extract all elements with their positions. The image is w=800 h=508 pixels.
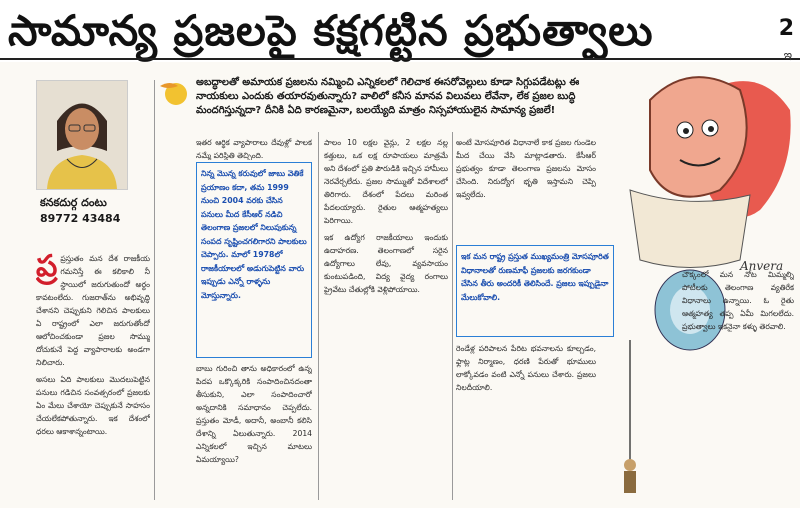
headline-title: సామాన్య ప్రజలపై కక్షగట్టిన ప్రభుత్వాలు bbox=[8, 6, 654, 55]
col2-para2: బాబు గురించి తాను అధికారంలో ఉన్న పిదప ఒక్కొక్కరికి సంపాదించినదంతా తీసుకుని, ఎలా సంపాదించారో అన్నదానికి సమాధానం చెప్పలేదు. ప్రస్తుతం మోడీ, అదానీ, అంబానీ కలిసి దేశాన్ని ఏలుతున్నారు. 2014 ఎన్నికలలో ఇచ్చిన మాటలు ఏమయ్యాయి? bbox=[196, 364, 312, 464]
sun-moon-icon bbox=[156, 76, 190, 110]
column-divider bbox=[318, 132, 319, 500]
small-figure-illustration bbox=[600, 340, 680, 504]
column-divider bbox=[452, 132, 453, 500]
intro-text: అబద్ధాలతో అమాయక ప్రజలను నమ్మించి ఎన్నికలలో గెలిచాక ఈసరోవెల్లులు కూడా సిగ్గుపడేటట్లు ఈ నాయకులు ఎందుకు తయారవుతున్నారు? వాలిలో కనీస మానవ విలువలు లేవేనా, లేక ప్రజల బుద్ధి మందగిస్తున్నదా? దీనికి ఏది కారణమైనా, బలయ్యేది మాత్రం నిస్సహాయులైన సామాన్య ప్రజలే! bbox=[196, 77, 580, 116]
svg-text:Anvera: Anvera bbox=[740, 259, 784, 273]
article-column-4-top bbox=[456, 136, 596, 242]
col1-para1: ప్రస్తుతం మన దేశ రాజకీయ గమనిస్తే ఈ కలికాలి నీ స్థాయిలో జరుగుతుందో అర్థం కావటంలేదు. గుజరాత్‌ను అభివృద్ధి చేశానని చెప్పుకుని గెలిచిన పాలకులు ఏ రాష్ట్రంలో ఎలా జరుగుతోందో ఆలోచించకుండా ప్రజల సొమ్ము దోచుకునే పెద్ద వ్యాపారాలకు అండగా నిలిచారు. bbox=[36, 254, 150, 367]
author-phone: 89772 43484 bbox=[40, 212, 121, 225]
col2-para1: ఇతర ఆర్థిక వ్యాపారాలు దేవుళ్లో పాలక నమ్మే పరిస్థితి తెచ్చింది. bbox=[196, 138, 312, 160]
col4-para1: అంటే మోసపూరిత విధానాలే కాక ప్రజల గుండెల మీద చేయి వేసి మాట్లాడతారు. కేసీఆర్ ప్రభుత్వం కూడా తెలంగాణ ప్రజలను మోసం చేసింది. నిరుద్యోగ భృతి ఇస్తామని చెప్పి ఇవ్వలేదు. bbox=[456, 138, 596, 199]
intro-deck bbox=[196, 76, 588, 128]
article-column-1 bbox=[36, 252, 150, 500]
column-divider bbox=[154, 80, 155, 500]
col3-para2: ఇక ఉద్యోగ రాజకీయాలు ఇందుకు ఉదాహరణ. తెలంగాణలో సరైన ఉద్యోగాలు లేవు, వ్యవసాయం కుంటుపడింది, విద్య వైద్య రంగాలు ప్రైవేటు చేతుల్లోకి వెళ్లిపోయాయి. bbox=[324, 233, 448, 294]
col5-text: చౌక్కంలో మన నోట మిమ్మల్ని పోటీలకు తెలంగాణ వ్యతిరేక విధానాలు ఉన్నాయి. ఓ రైతు ఆత్మహత్య తప్ప ఏమీ మిగలలేదు. ప్రభుత్వాలు ఇకనైనా కళ్ళు తెరవాలి. bbox=[682, 270, 794, 331]
author-name: కనకదుర్గ దంటు bbox=[40, 196, 107, 209]
edge-small-text: ఇ bbox=[783, 48, 792, 62]
article-column-2-top bbox=[196, 136, 312, 160]
article-column-2-bottom bbox=[196, 362, 312, 500]
col4-para2: రెండేళ్ల పరిపాలన పేరిట భవనాలను కూల్చడం, ఫ్లాట్ల నిర్మాణం, ధరణి పేరుతో భూములు లాక్కోవడం వంటి ఎన్నో పనులు చేశారు. ప్రజలు నిలదీయాలి. bbox=[456, 344, 596, 392]
drop-cap: ప్ర bbox=[36, 252, 58, 284]
pull-quote-1-text: నిన్న మొన్న కరువులో జాబు వెతికే ప్రయాణం కదా, తమ 1999 నుంచి 2004 వరకు చేసిన పనులు మీద కేసీఆర్ నడిచి తెలంగాణ ప్రజలలో నిలుపుకున్న సంపద సృష్టించగలిగారని పాలకులు చెప్పారు. మాలో 1978లో రాజకీయాలలో అడుగుపెట్టిన వారు ఇప్పుడు ఎన్నో రాళ్ళను మోస్తున్నారు. bbox=[201, 169, 307, 300]
pull-quote-1 bbox=[196, 162, 312, 358]
headline-banner bbox=[0, 0, 800, 62]
edge-top-text: 2 bbox=[778, 16, 794, 41]
article-column-4-bottom bbox=[456, 342, 596, 500]
article-column-5 bbox=[682, 268, 794, 500]
pull-quote-2-text: ఇక మన రాష్ట్ర ప్రస్తుత ముఖ్యమంత్రి మోసపూరిత విధానాలతో రుణమాఫీ ప్రజలకు జరగకుండా చేసిన తీరు అందరికీ తెలిసిందే. ప్రజలు ఇప్పుడైనా మేలుకోవాలి. bbox=[461, 252, 609, 302]
author-photo bbox=[36, 80, 128, 190]
article-column-3 bbox=[324, 136, 448, 500]
col1-para2: అసలు ఏది పాలకులు మొదలుపెట్టిన పనులు గడిచిన సంవత్సరంలో ప్రజలకు ఏం మేలు చేశాయో చెప్పుకునే సాహసం చేయలేకపోతున్నారు. ఇక దేశంలో ధరలు ఆకాశాన్నంటాయి. bbox=[36, 375, 150, 436]
col3-para1: పాలం 10 లక్షల వైన్లు, 2 లక్షల నల్ల కత్తులు, ఒక లక్ష రూపాయలు మాత్రమే అని దేశంలో ప్రతి పౌరుడికి ఇచ్చిన హామీలు నెరవేర్చలేదు. ప్రజల సొమ్ముతో విదేశాలలో తిరిగారు. దేశంలో పేదలు మరింత పేదలయ్యారు. రైతుల ఆత్మహత్యలు పెరిగాయి. bbox=[324, 138, 448, 225]
